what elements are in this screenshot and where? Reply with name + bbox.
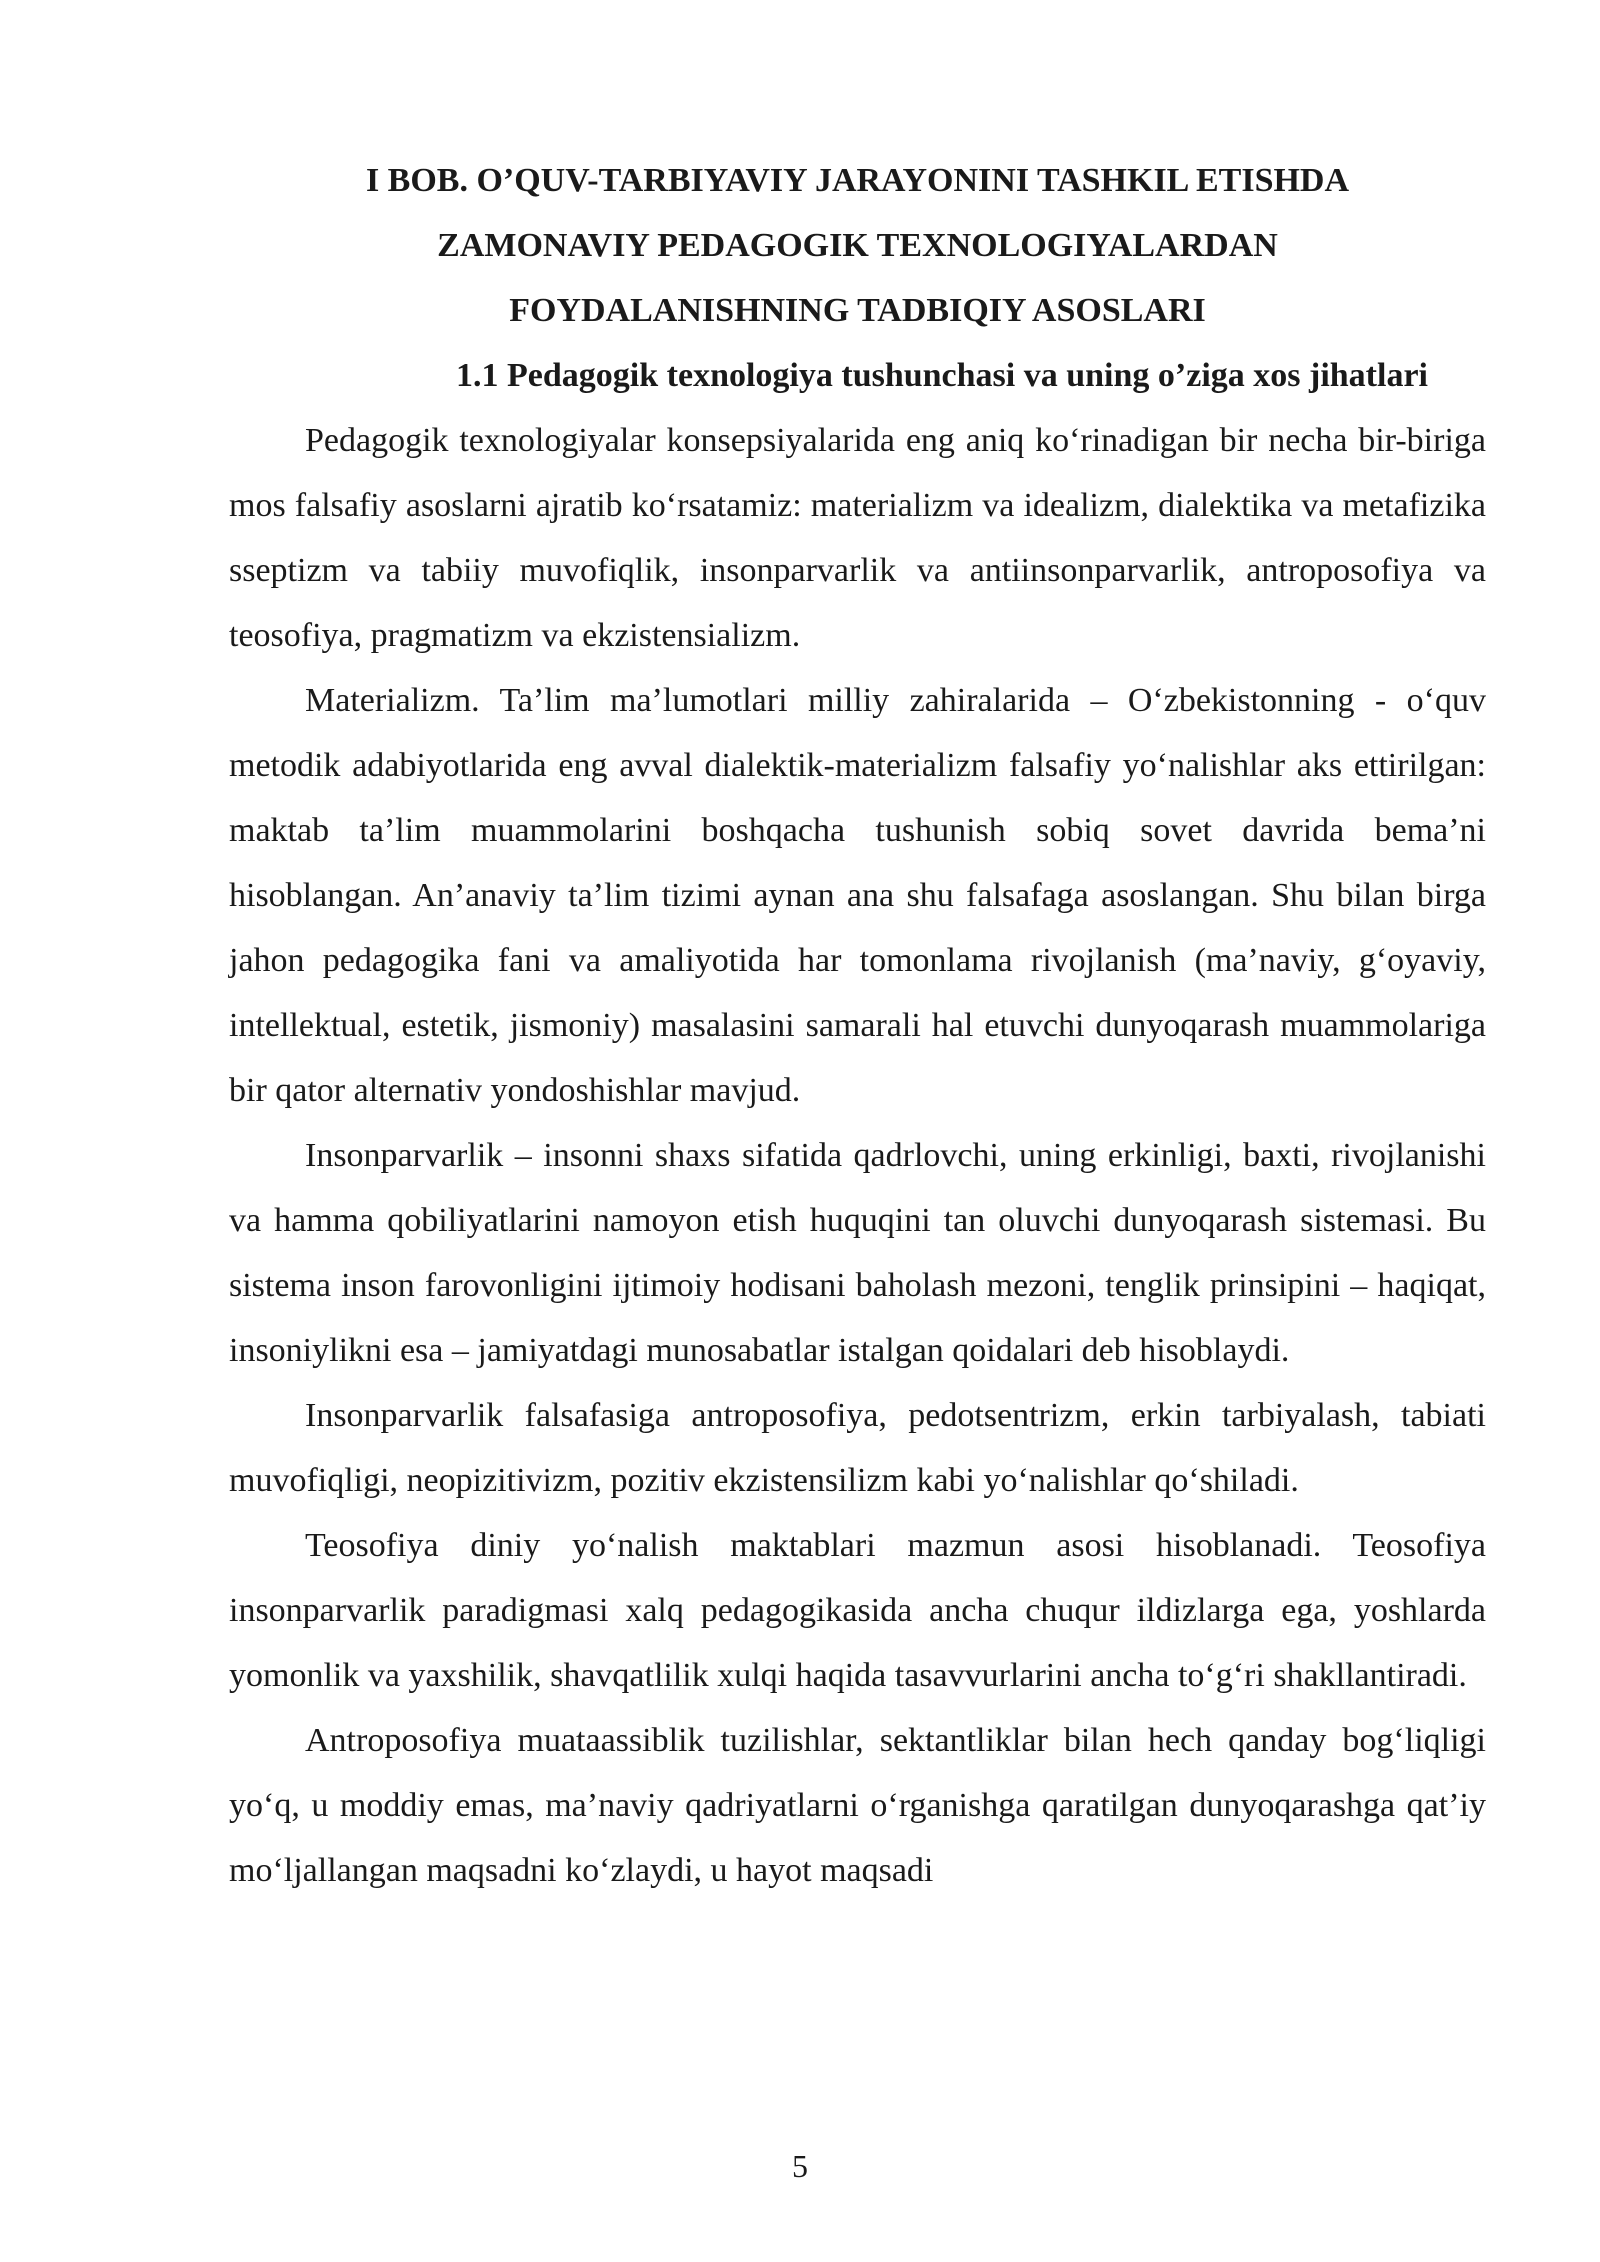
chapter-title-line: FOYDALANISHNING TADBIQIY ASOSLARI xyxy=(509,292,1206,329)
paragraph-materialism: Materializm. Ta’lim ma’lumotlari milliy zahiralarida – O‘zbekistonning - o‘quv metodik adabiyotlarida eng avval dialektik-materializm falsafiy yo‘nalishlar aks ettirilgan: maktab ta’lim muammolarini boshqacha tushunish sobiq sovet davrida bema’ni hisoblangan. An’anaviy ta’lim tizimi aynan ana shu falsafaga asoslangan. Shu bilan birga jahon pedagogika fani va amaliyotida har tomonlama rivojlanish (ma’naviy, g‘oyaviy, intellektual, estetik, jismoniy) masalasini samarali hal etuvchi dunyoqarash muammolariga bir qator alternativ yondoshishlar mavjud. xyxy=(229,682,1486,1109)
paragraph-anthroposophy: Antroposofiya muataassiblik tuzilishlar, sektantliklar bilan hech qanday bog‘liqligi yo‘q, u moddiy emas, ma’naviy qadriyatlarni o‘rganishga qaratilgan dunyoqarashga qat’iy mo‘ljallangan maqsadni ko‘zlaydi, u hayot maqsadi xyxy=(229,1722,1486,1889)
page-number: 5 xyxy=(792,2148,808,2184)
section-title: 1.1 Pedagogik texnologiya tushunchasi va uning o’ziga xos jihatlari xyxy=(456,357,1428,394)
chapter-title xyxy=(229,148,1486,343)
paragraph-humanism-directions: Insonparvarlik falsafasiga antroposofiya, pedotsentrizm, erkin tarbiyalash, tabiati muvofiqligi, neopizitivizm, pozitiv ekzistensilizm kabi yo‘nalishlar qo‘shiladi. xyxy=(229,1397,1486,1499)
paragraph-philosophical-foundations: Pedagogik texnologiyalar konsepsiyalarida eng aniq ko‘rinadigan bir necha bir-biriga mos falsafiy asoslarni ajratib ko‘rsatamiz: materializm va idealizm, dialektika va metafizika sseptizm va tabiiy muvofiqlik, insonparvarlik va antiinsonparvarlik, antroposofiya va teosofiya, pragmatizm va ekzistensializm. xyxy=(229,422,1486,654)
paragraph-theosophy: Teosofiya diniy yo‘nalish maktablari mazmun asosi hisoblanadi. Teosofiya insonparvarlik paradigmasi xalq pedagogikasida ancha chuqur ildizlarga ega, yoshlarda yomonlik va yaxshilik, shavqatlilik xulqi haqida tasavvurlarini ancha to‘g‘ri shakllantiradi. xyxy=(229,1527,1486,1694)
page-content xyxy=(229,148,1486,1903)
chapter-title-line: ZAMONAVIY PEDAGOGIK TEXNOLOGIYALARDAN xyxy=(437,227,1278,264)
paragraph-humanism: Insonparvarlik – insonni shaxs sifatida qadrlovchi, uning erkinligi, baxti, rivojlanishi va hamma qobiliyatlarini namoyon etish huquqini tan oluvchi dunyoqarash sistemasi. Bu sistema inson farovonligini ijtimoiy hodisani baholash mezoni, tenglik prinsipini – haqiqat, insoniylikni esa – jamiyatdagi munosabatlar istalgan qoidalari deb hisoblaydi. xyxy=(229,1137,1486,1369)
chapter-title-line: I BOB. O’QUV-TARBIYAVIY JARAYONINI TASHKIL ETISHDA xyxy=(365,162,1350,199)
